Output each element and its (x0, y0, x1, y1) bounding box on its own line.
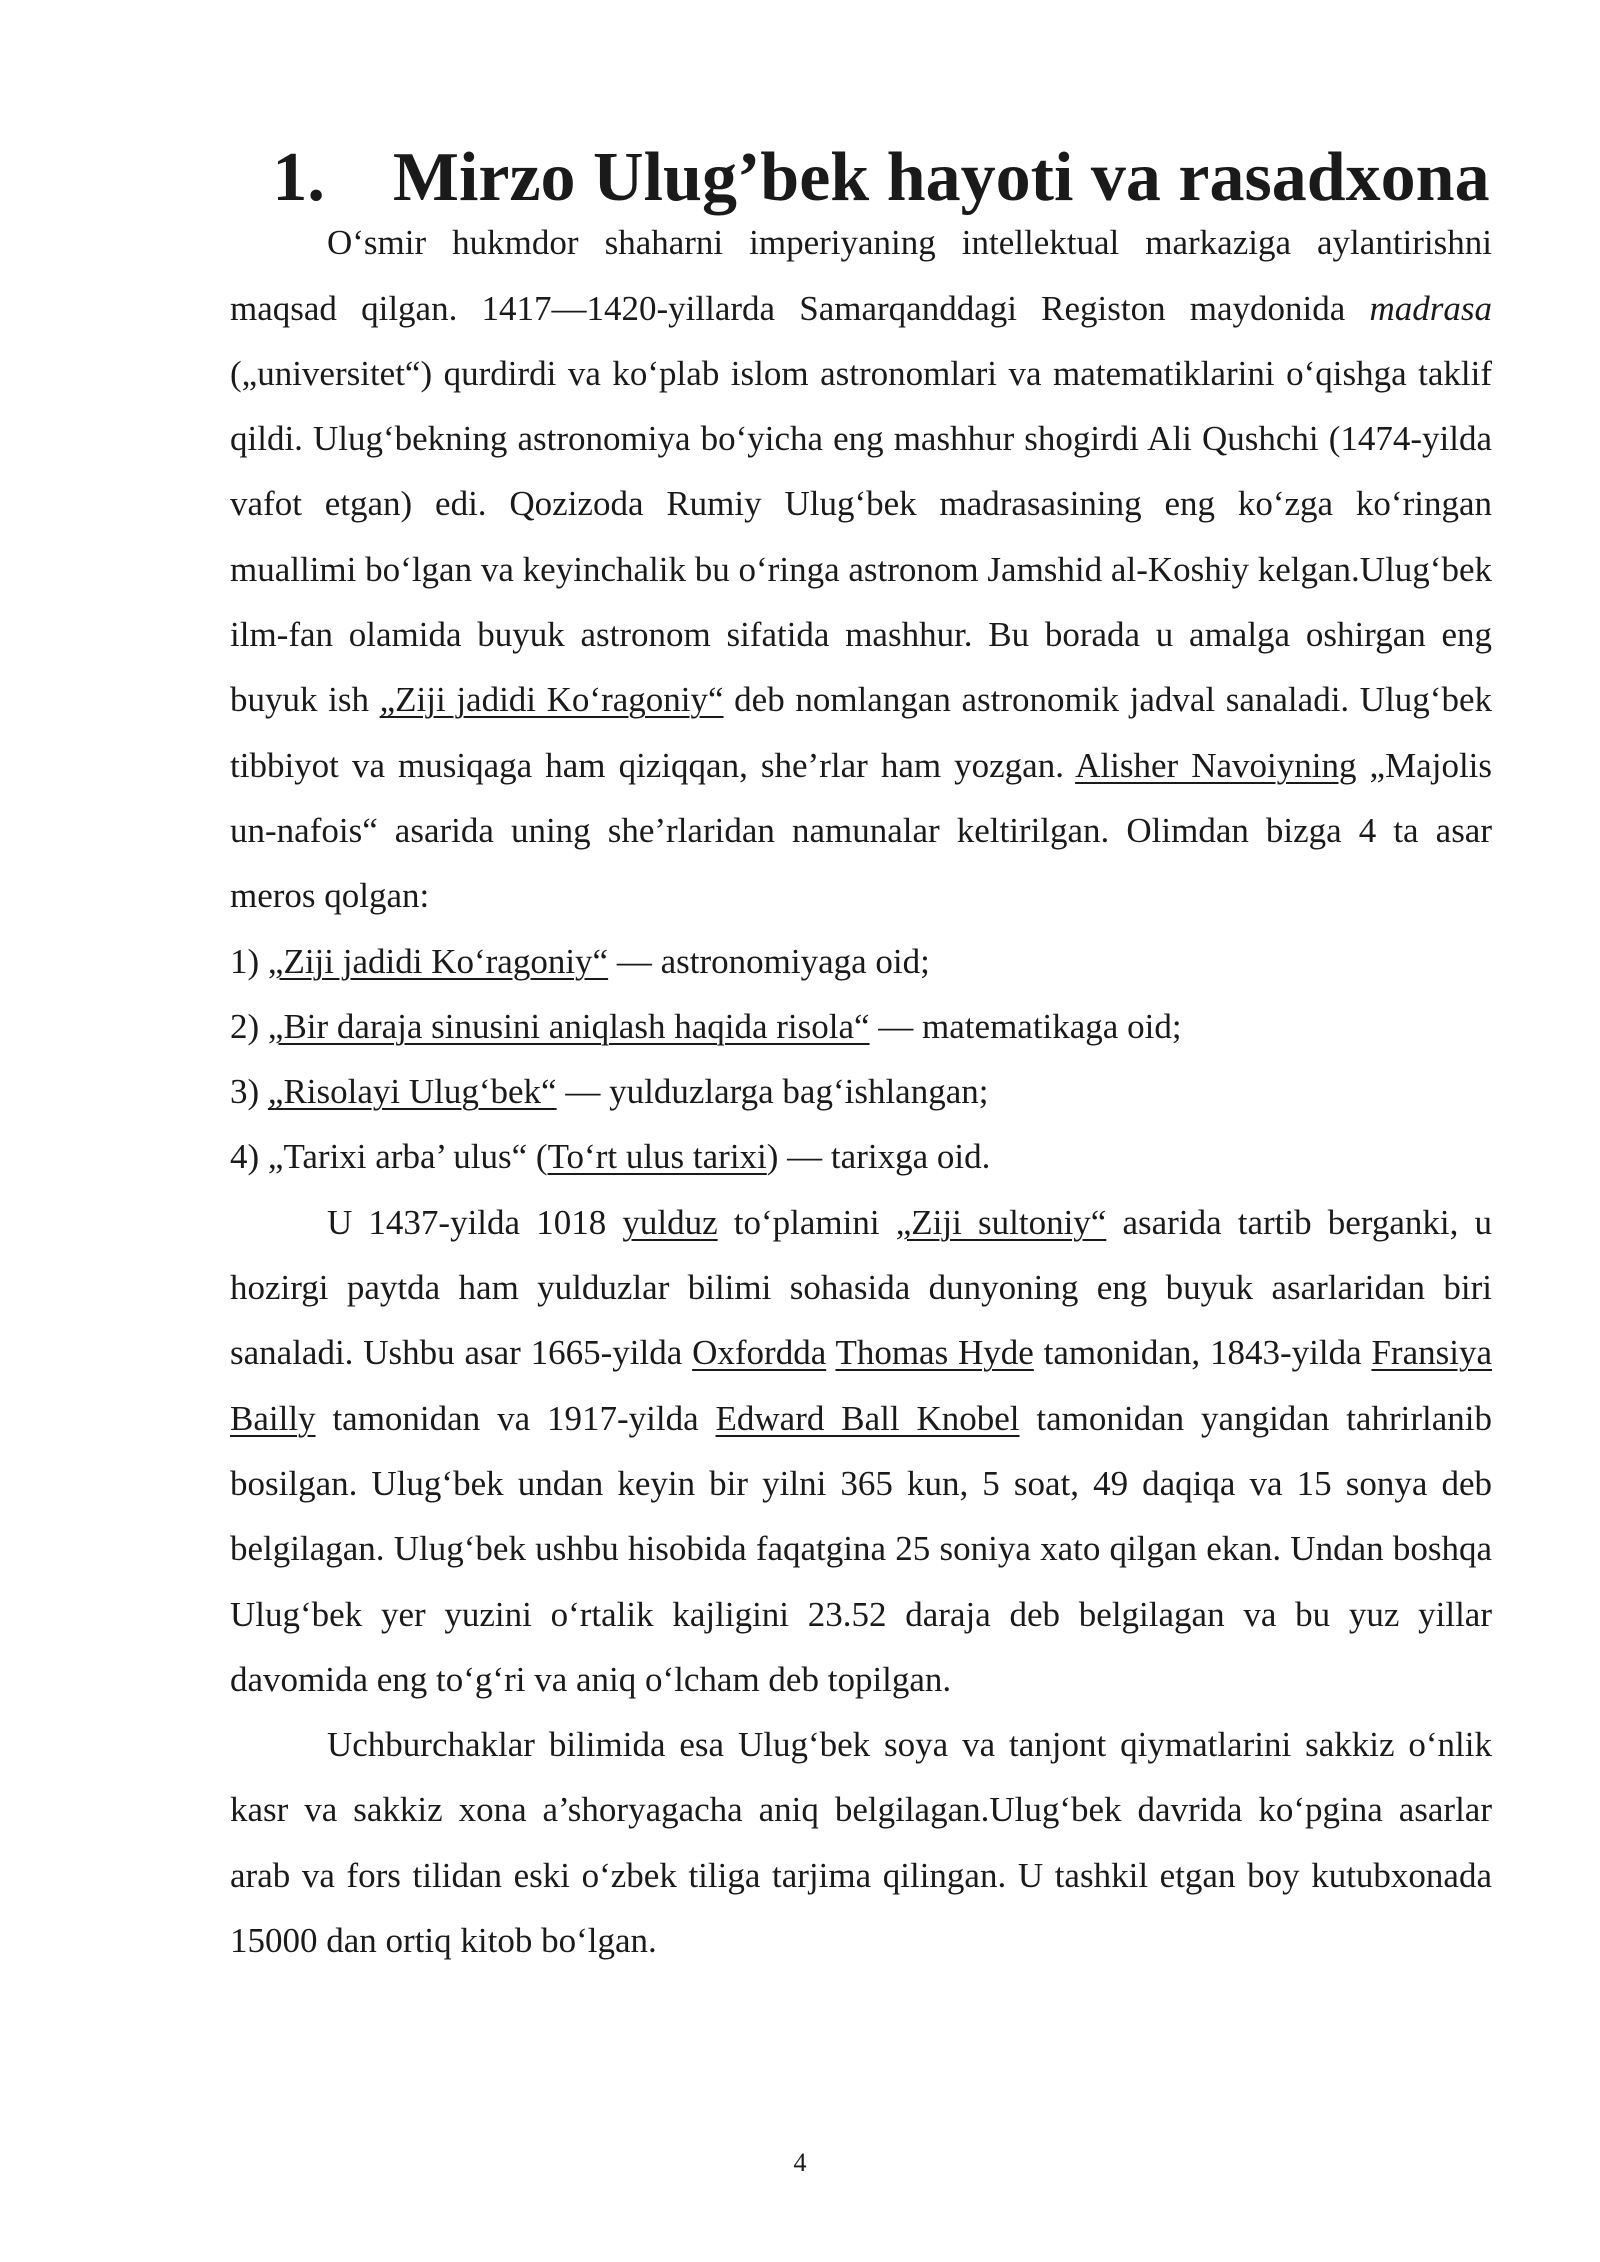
document-page (230, 139, 1493, 1973)
paragraph-text: deb nomlangan astronomik jadval sanaladi. Ulug‘bek tibbiyot va musiqaga ham qiziqqan, she’rlar ham yozgan. (230, 680, 1492, 785)
paragraph-text: „Majolis un-nafois“ asarida uning she’rlaridan namunalar keltirilgan. Olimdan bizga 4 ta asar meros qolgan: (230, 745, 1493, 916)
works-list (230, 929, 1492, 1190)
link-thomas-hyde[interactable]: Thomas Hyde (835, 1333, 1034, 1373)
paragraph-1 (230, 210, 1492, 928)
list-item: 1) „Ziji jadidi Ko‘ragoniy“ — astronomiyaga oid; (230, 941, 930, 981)
link-yulduz[interactable]: yulduz (622, 1202, 718, 1242)
paragraph-3: Uchburchaklar bilimida esa Ulug‘bek soya va tanjont qiymatlarini sakkiz o‘nlik kasr va sakkiz xona a’shoryagacha aniq belgilagan.Ulug‘bek davrida ko‘pgina asarlar arab va fors tilidan eski o‘zbek tiliga tarjima qilingan. U tashkil etgan boy kutubxonada 15000 dan ortiq kitob bo‘lgan. (230, 1725, 1492, 1961)
madrasa-term: madrasa (1369, 288, 1492, 328)
list-item: 2) „Bir daraja sinusini aniqlash haqida risola“ — matematikaga oid; (230, 1006, 1182, 1046)
link-ziji-jadidi[interactable]: „Ziji jadidi Ko‘ragoniy“ (379, 680, 724, 720)
link-alisher-navoiy[interactable]: Alisher Navoiyning (1075, 745, 1357, 785)
list-item: 4) „Tarixi arba’ ulus“ (To‘rt ulus tarixi) — tarixga oid. (230, 1137, 991, 1177)
section-title: Mirzo Ulug’bek hayoti va rasadxona (392, 139, 1490, 216)
list-item: 3) „Risolayi Ulug‘bek“ — yulduzlarga bag‘ishlangan; (230, 1072, 989, 1112)
paragraph-2: U 1437-yilda 1018 yulduz to‘plamini „Ziji sultoniy“ asarida tartib berganki, u hozirgi paytda ham yulduzlar bilimi sohasida dunyoning eng buyuk asarlaridan biri sanaladi. Ushbu asar 1665-yilda Oxfordda Thomas Hyde tamonidan, 1843-yilda Fransiya Bailly tamonidan va 1917-yilda Edward Ball Knobel tamonidan yangidan tahrirlanib bosilgan. Ulug‘bek undan keyin bir yilni 365 kun, 5 soat, 49 daqiqa va 15 sonya deb belgilagan. Ulug‘bek ushbu hisobida faqatgina 25 soniya xato qilgan ekan. Undan boshqa Ulug‘bek yer yuzini o‘rtalik kajligini 23.52 daraja deb belgilagan va bu yuz yillar davomida eng to‘g‘ri va aniq o‘lcham deb topilgan. (230, 1202, 1492, 1699)
section-number: 1. (272, 139, 325, 216)
section-heading (230, 139, 1492, 216)
link-work-4[interactable]: To‘rt ulus tarixi (547, 1137, 767, 1177)
link-oxford[interactable]: Oxfordda (692, 1333, 827, 1373)
link-fransiya-bailly[interactable]: Fransiya Bailly (230, 1333, 1492, 1438)
paragraph-text: („universitet“) qurdirdi va ko‘plab islom astronomlari va matematiklarini o‘qishga taklif qildi. Ulug‘bekning astronomiya bo‘yicha eng mashhur shogirdi Ali Qushchi (1474-yilda vafot etgan) edi. Qozizoda Rumiy Ulug‘bek madrasasining eng ko‘zga ko‘ringan muallimi bo‘lgan va keyinchalik bu o‘ringa astronom Jamshid al-Koshiy kelgan.Ulug‘bek ilm-fan olamida buyuk astronom sifatida mashhur. Bu borada u amalga oshirgan eng buyuk ish (230, 353, 1492, 720)
link-edward-knobel[interactable]: Edward Ball Knobel (715, 1398, 1020, 1438)
link-work-1[interactable]: „Ziji jadidi Ko‘ragoniy“ (267, 941, 609, 981)
link-ziji-sultoniy[interactable]: „Ziji sultoniy“ (895, 1202, 1107, 1242)
link-work-3[interactable]: „Risolayi Ulug‘bek“ (267, 1072, 557, 1112)
link-work-2[interactable]: „Bir daraja sinusini aniqlash haqida risola“ (267, 1006, 870, 1046)
paragraph-text: O‘smir hukmdor shaharni imperiyaning intellektual markaziga aylantirishni maqsad qilgan. 1417—1420-yillarda Samarqanddagi Registon maydonida (230, 223, 1492, 328)
page-number: 4 (793, 2148, 807, 2177)
